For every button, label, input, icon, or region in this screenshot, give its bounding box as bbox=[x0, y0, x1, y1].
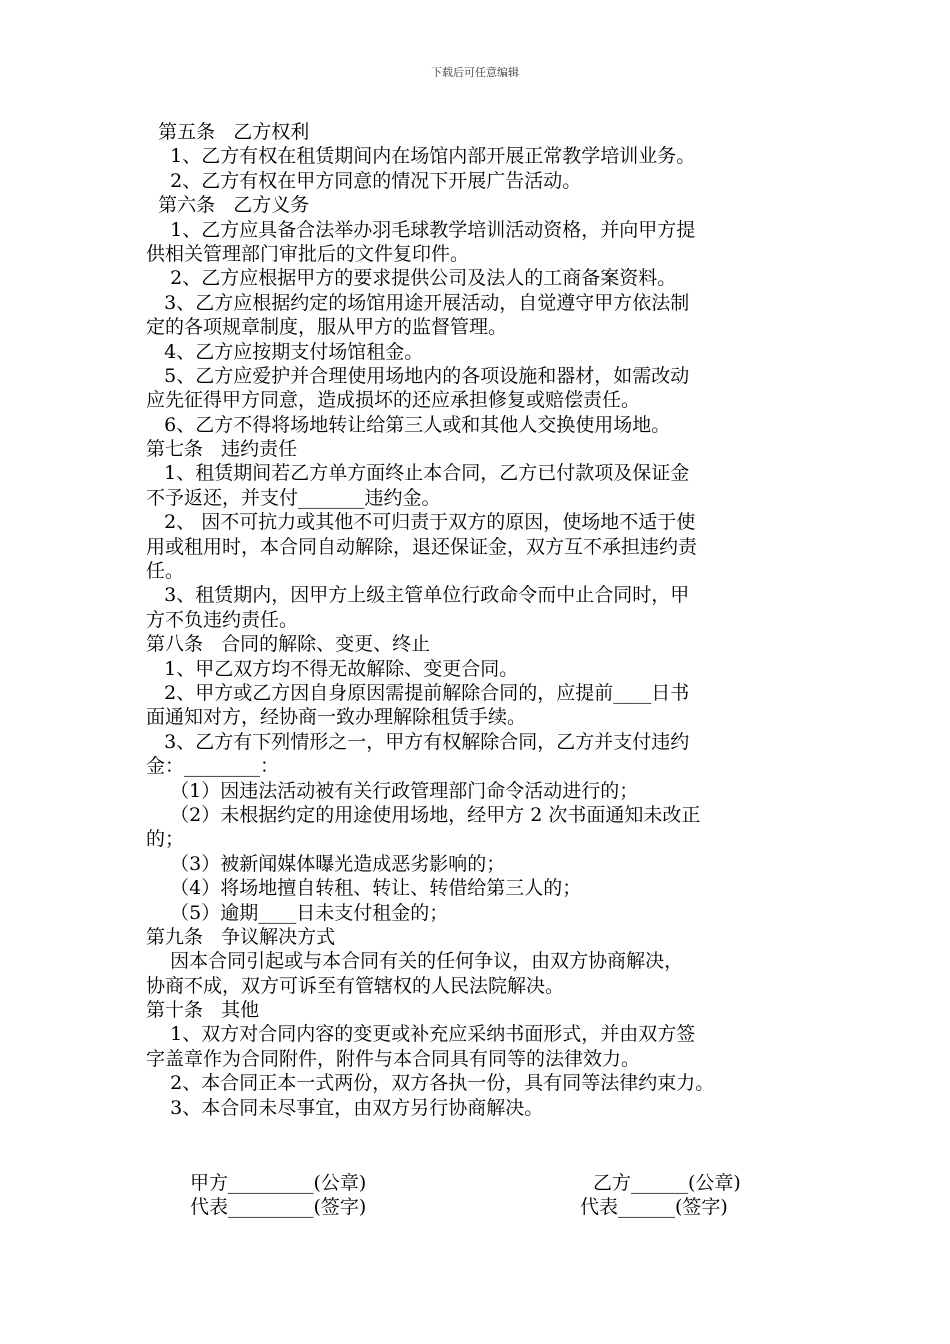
contract-line: 2、 因不可抗力或其他不可归责于双方的原因，使场地不适于使 bbox=[146, 511, 696, 534]
contract-line: （1）因违法活动被有关行政管理部门命令活动进行的； bbox=[146, 779, 639, 802]
contract-line: （2）未根据约定的用途使用场地，经甲方 2 次书面通知未改正 bbox=[146, 803, 701, 826]
contract-line: 协商不成，双方可诉至有管辖权的人民法院解决。 bbox=[146, 974, 565, 997]
contract-line: 1、乙方有权在租赁期间内在场馆内部开展正常教学培训业务。 bbox=[146, 145, 696, 168]
contract-line: 3、乙方有下列情形之一，甲方有权解除合同，乙方并支付违约 bbox=[146, 730, 690, 753]
contract-line: 任。 bbox=[146, 560, 185, 583]
page-header: 下载后可任意编辑 bbox=[431, 66, 519, 79]
contract-line: 1、甲乙双方均不得无故解除、变更合同。 bbox=[146, 657, 519, 680]
contract-line: 2、本合同正本一式两份，双方各执一份，具有同等法律约束力。 bbox=[146, 1072, 715, 1095]
contract-body bbox=[146, 120, 826, 1120]
contract-line: 用或租用时，本合同自动解除，退还保证金，双方互不承担违约责 bbox=[146, 535, 698, 558]
contract-line: 面通知对方，经协商一致办理解除租赁手续。 bbox=[146, 706, 527, 729]
contract-line: 不予返还，并支付_______违约金。 bbox=[146, 486, 441, 509]
contract-line: （3）被新闻媒体曝光造成恶劣影响的； bbox=[146, 852, 506, 875]
contract-line: 3、租赁期内，因甲方上级主管单位行政命令而中止合同时，甲 bbox=[146, 584, 690, 607]
contract-line: 4、乙方应按期支付场馆租金。 bbox=[146, 340, 424, 363]
contract-line: 的； bbox=[146, 828, 185, 851]
contract-line: 2、甲方或乙方因自身原因需提前解除合同的，应提前____日书 bbox=[146, 681, 690, 704]
party-a-representative: 代表_________(签字) bbox=[190, 1196, 367, 1218]
contract-line: 因本合同引起或与本合同有关的任何争议，由双方协商解决， bbox=[146, 950, 684, 973]
contract-line: 6、乙方不得将场地转让给第三人或和其他人交换使用场地。 bbox=[146, 413, 671, 436]
contract-line: 第五条 乙方权利 bbox=[146, 121, 310, 143]
contract-line: 应先征得甲方同意，造成损坏的还应承担修复或赔偿责任。 bbox=[146, 389, 641, 412]
contract-line: 方不负违约责任。 bbox=[146, 608, 299, 631]
contract-line: 2、乙方有权在甲方同意的情况下开展广告活动。 bbox=[146, 169, 582, 192]
contract-line: 3、乙方应根据约定的场馆用途开展活动，自觉遵守甲方依法制 bbox=[146, 291, 690, 314]
contract-line: 字盖章作为合同附件，附件与本合同具有同等的法律效力。 bbox=[146, 1047, 641, 1070]
contract-line: 第七条 违约责任 bbox=[146, 438, 298, 461]
contract-line: 5、乙方应爱护并合理使用场地内的各项设施和器材，如需改动 bbox=[146, 364, 690, 387]
contract-line: 第十条 其他 bbox=[146, 999, 260, 1022]
contract-line: 1、双方对合同内容的变更或补充应采纳书面形式，并由双方签 bbox=[146, 1023, 696, 1046]
contract-line: （5）逾期____日未支付租金的； bbox=[146, 901, 449, 924]
contract-line: 第八条 合同的解除、变更、终止 bbox=[146, 633, 431, 656]
contract-line: 第六条 乙方义务 bbox=[146, 194, 310, 217]
contract-line: 2、乙方应根据甲方的要求提供公司及法人的工商备案资料。 bbox=[146, 267, 677, 290]
contract-line: 供相关管理部门审批后的文件复印件。 bbox=[146, 242, 470, 265]
contract-line: 1、租赁期间若乙方单方面终止本合同，乙方已付款项及保证金 bbox=[146, 462, 690, 485]
contract-line: 1、乙方应具备合法举办羽毛球教学培训活动资格，并向甲方提 bbox=[146, 218, 696, 241]
party-b-signature: 乙方______(公章) bbox=[593, 1172, 741, 1194]
contract-line: 第九条 争议解决方式 bbox=[146, 925, 336, 948]
party-b-representative: 代表______(签字) bbox=[580, 1196, 728, 1218]
contract-line: 3、本合同未尽事宜，由双方另行协商解决。 bbox=[146, 1096, 544, 1119]
contract-line: 金：________： bbox=[146, 755, 280, 778]
party-a-signature: 甲方_________(公章) bbox=[190, 1172, 367, 1194]
contract-line: （4）将场地擅自转租、转让、转借给第三人的； bbox=[146, 877, 582, 900]
contract-line: 定的各项规章制度，服从甲方的监督管理。 bbox=[146, 316, 508, 339]
